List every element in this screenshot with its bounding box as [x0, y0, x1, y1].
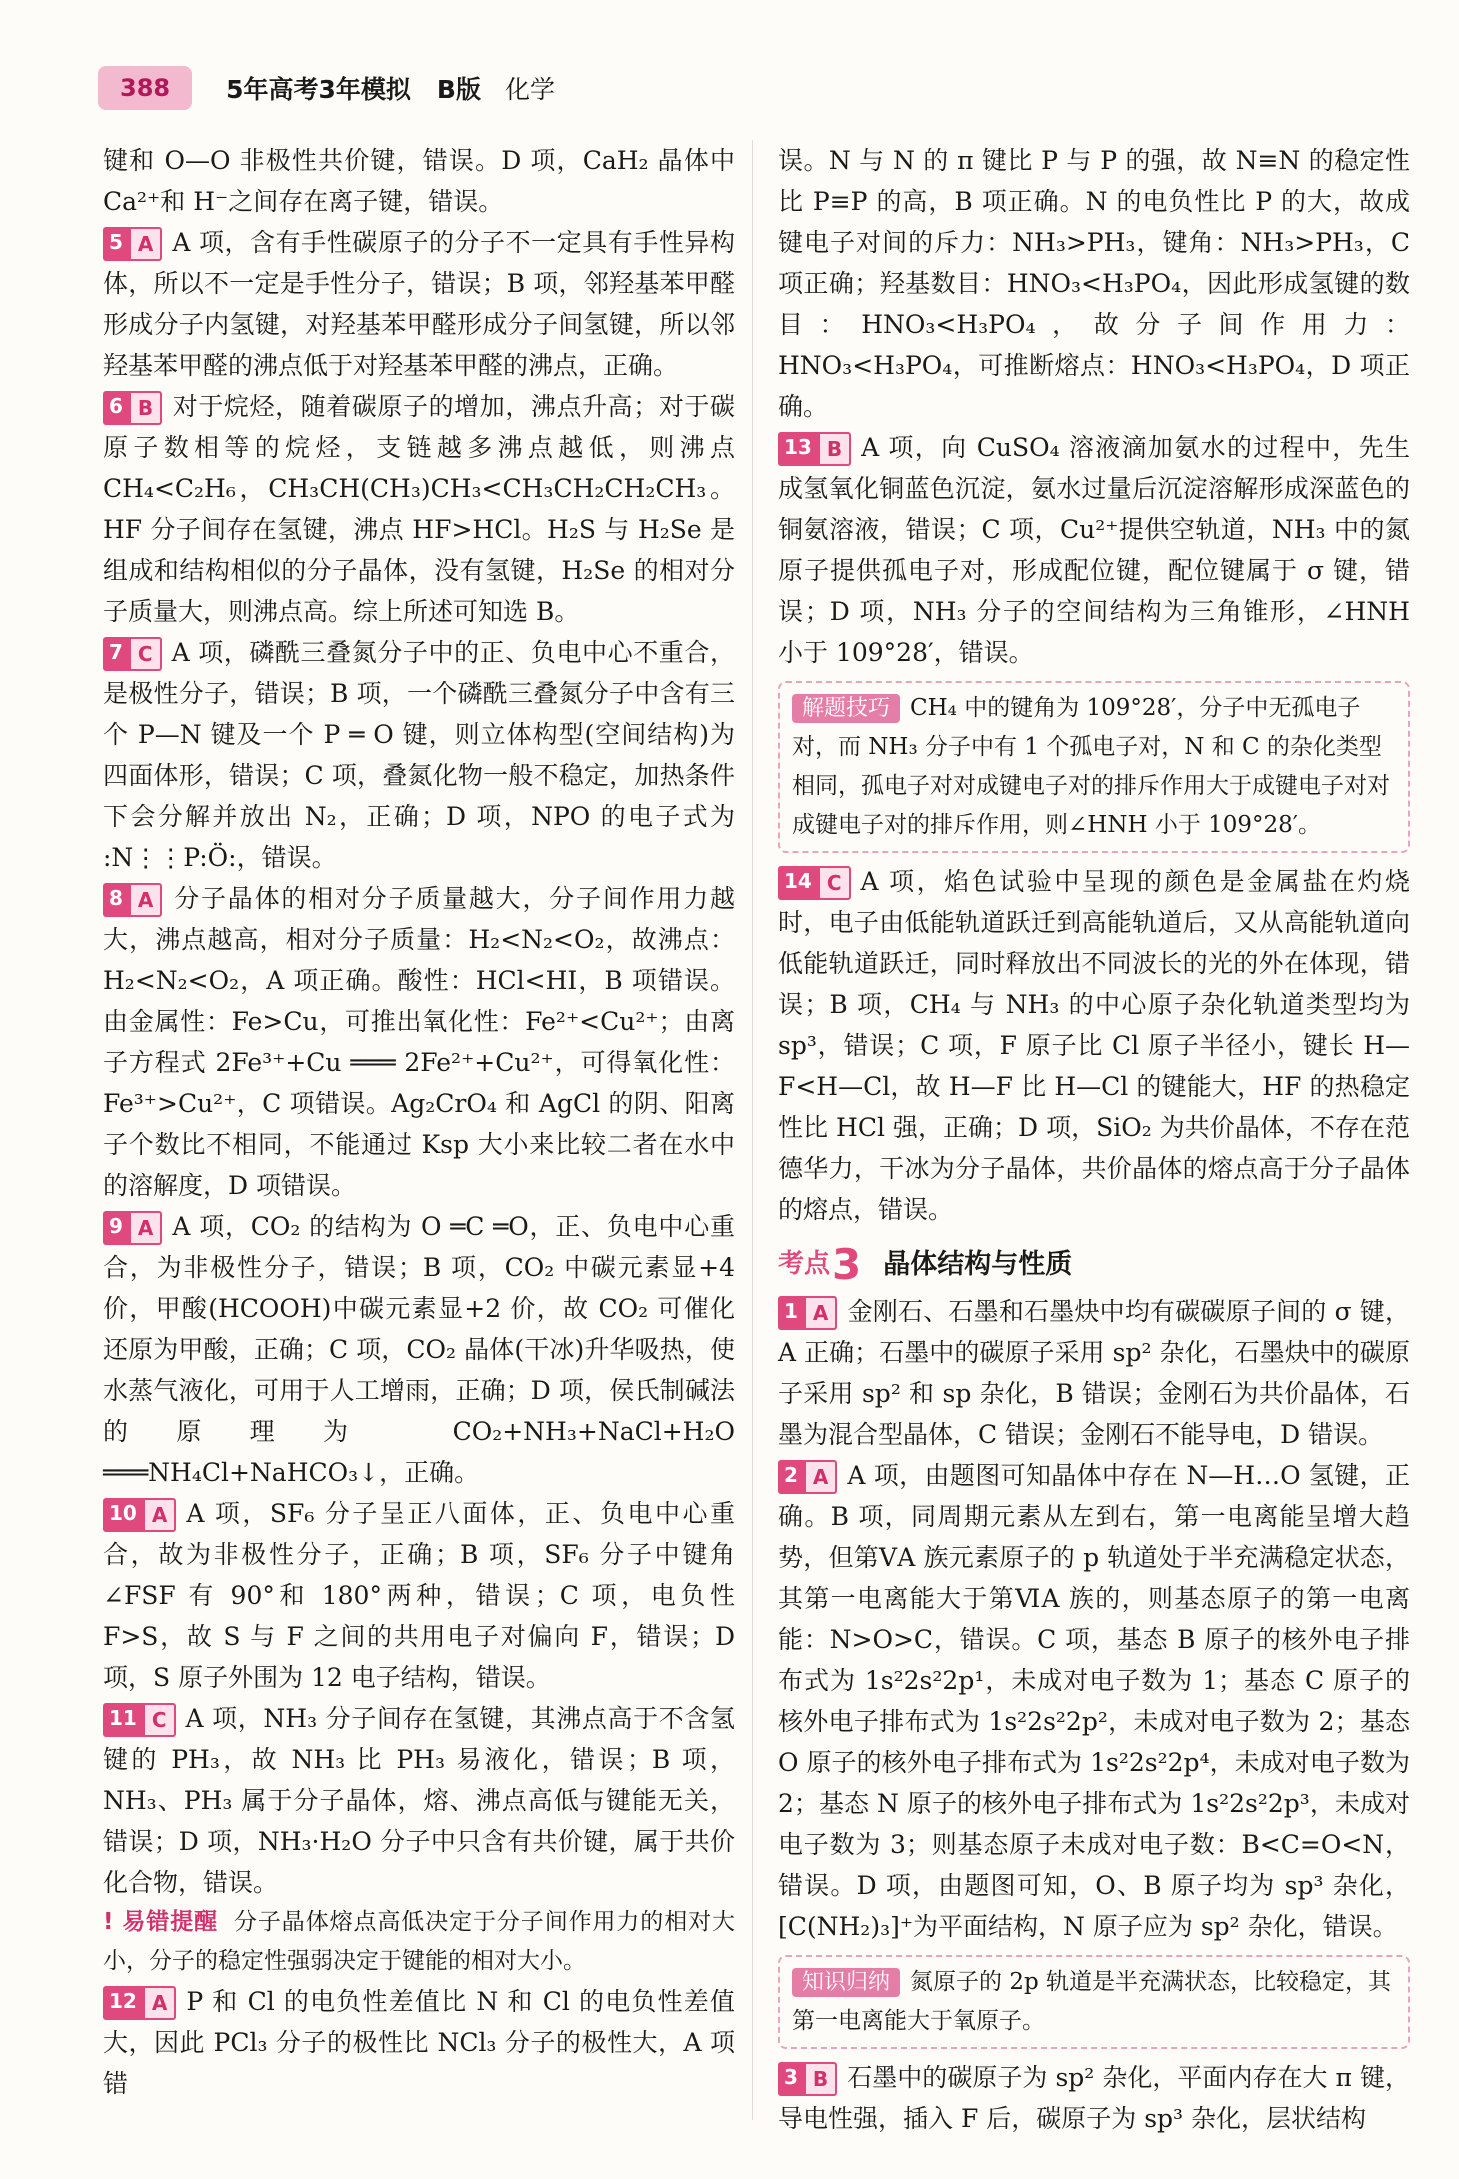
- answer-tag: 6 B: [103, 391, 162, 425]
- answer-item: [103, 1206, 735, 1493]
- tip-text: CH₄ 中的键角为 109°28′，分子中无孤电子对，而 NH₃ 分子中有 1 个孤电子对，N 和 C 的杂化类型相同，孤电子对对成键电子对的排斥作用大于成键电子对对成键电子对的排斥作用，则∠HNH 小于 109°28′。: [792, 695, 1390, 838]
- book-title: 5年高考3年模拟: [226, 75, 411, 104]
- warning-label: ! 易错提醒: [103, 1909, 218, 1935]
- section-kd-label: 考点: [778, 1249, 831, 1279]
- left-column: [103, 140, 735, 2104]
- answer-tag: 13 B: [778, 432, 851, 466]
- answer-text: A 项，SF₆ 分子呈正八面体，正、负电中心重合，故为非极性分子，正确；B 项，SF₆ 分子中键角∠FSF 有 90°和 180°两种，错误；C 项，电负性 F>S，故 S 与 F 之间的共用电子对偏向 F，错误；D 项，S 原子外围为 12 电子结构，错误。: [103, 1499, 735, 1692]
- page-number: 388: [98, 66, 192, 110]
- answer-tag: 8 A: [103, 883, 162, 917]
- answer-item: [778, 1291, 1410, 1455]
- tip-box: [778, 681, 1410, 853]
- answer-item: [103, 1493, 735, 1698]
- answer-tag: 11 C: [103, 1703, 176, 1737]
- intro-paragraph: 键和 O—O 非极性共价键，错误。D 项，CaH₂ 晶体中 Ca²⁺和 H⁻之间存在离子键，错误。: [103, 146, 735, 216]
- answer-item: [103, 632, 735, 878]
- answer-tag: 2 A: [778, 1460, 837, 1494]
- answer-tag: 3 B: [778, 2062, 837, 2096]
- answer-tag: 7 C: [103, 637, 162, 671]
- knowledge-box: [778, 1955, 1410, 2049]
- answer-item: [103, 1981, 735, 2104]
- answer-item: [103, 878, 735, 1206]
- answer-text: A 项，CO₂ 的结构为 O ═C ═O，正、负电中心重合，为非极性分子，错误；B 项，CO₂ 中碳元素显+4 价，甲酸(HCOOH)中碳元素显+2 价，故 CO₂ 可催化还原为甲酸，正确；C 项，CO₂ 晶体(干冰)升华吸热，使水蒸气液化，可用于人工增雨，正确；D 项，侯氏制碱法的原理为 CO₂+NH₃+NaCl+H₂O ═══NH₄Cl+NaHCO₃↓，正确。: [103, 1212, 735, 1487]
- tip-label: 知识归纳: [792, 1968, 900, 1997]
- subject-label: 化学: [504, 75, 555, 104]
- edition-label: B版: [436, 75, 481, 104]
- answer-text: P 和 Cl 的电负性差值比 N 和 Cl 的电负性差值大，因此 PCl₃ 分子的极性比 NCl₃ 分子的极性大，A 项错: [103, 1987, 735, 2098]
- right-column: [778, 140, 1410, 2139]
- warning-text: 分子晶体熔点高低决定于分子间作用力的相对大小，分子的稳定性强弱决定于键能的相对大小。: [103, 1909, 736, 1974]
- answer-text: 石墨中的碳原子为 sp² 杂化，平面内存在大 π 键，导电性强，插入 F 后，碳原子为 sp³ 杂化，层状结构: [778, 2063, 1410, 2133]
- section-title: 晶体结构与性质: [883, 1249, 1073, 1280]
- answer-item: [103, 222, 735, 386]
- answer-item: [778, 2057, 1410, 2139]
- answer-tag: 12 A: [103, 1986, 176, 2020]
- answer-tag: 14 C: [778, 866, 851, 900]
- tip-label: 解题技巧: [792, 694, 900, 723]
- warning-note: [103, 1903, 735, 1981]
- answer-tag: 10 A: [103, 1498, 176, 1532]
- answer-text: A 项，磷酰三叠氮分子中的正、负电中心不重合，是极性分子，错误；B 项，一个磷酰三叠氮分子中含有三个 P—N 键及一个 P ═ O 键，则立体构型(空间结构)为四面体形，错误；C 项，叠氮化物一般不稳定，加热条件下会分解并放出 N₂，正确；D 项，NPO 的电子式为 :N⋮⋮P:Ö:，错误。: [103, 638, 735, 872]
- answer-item: [103, 1698, 735, 1903]
- answer-text: A 项，NH₃ 分子间存在氢键，其沸点高于不含氢键的 PH₃，故 NH₃ 比 PH₃ 易液化，错误；B 项，NH₃、PH₃ 属于分子晶体，熔、沸点高低与键能无关，错误；D 项，NH₃·H₂O 分子中只含有共价键，属于共价化合物，错误。: [103, 1704, 735, 1897]
- answer-item: [778, 1455, 1410, 1947]
- answer-item: [103, 386, 735, 632]
- answer-text: 对于烷烃，随着碳原子的增加，沸点升高；对于碳原子数相等的烷烃，支链越多沸点越低，则沸点 CH₄<C₂H₆，CH₃CH(CH₃)CH₃<CH₃CH₂CH₂CH₃。HF 分子间存在氢键，沸点 HF>HCl。H₂S 与 H₂Se 是组成和结构相似的分子晶体，没有氢键，H₂Se 的相对分子质量大，则沸点高。综上所述可知选 B。: [103, 392, 735, 626]
- answer-text: A 项，由题图可知晶体中存在 N—H…O 氢键，正确。B 项，同周期元素从左到右，第一电离能呈增大趋势，但第ⅤA 族元素原子的 p 轨道处于半充满稳定状态，其第一电离能大于第ⅥA 族的，则基态原子的第一电离能：N>O>C，错误。C 项，基态 B 原子的核外电子排布式为 1s²2s²2p¹，未成对电子数为 1；基态 C 原子的核外电子排布式为 1s²2s²2p²，未成对电子数为 2；基态 O 原子的核外电子排布式为 1s²2s²2p⁴，未成对电子数为 2；基态 N 原子的核外电子排布式为 1s²2s²2p³，未成对电子数为 3；则基态原子未成对电子数：B<C=O<N，错误。D 项，由题图可知，O、B 原子均为 sp³ 杂化，[C(NH₂)₃]⁺为平面结构，N 原子应为 sp² 杂化，错误。: [778, 1461, 1410, 1941]
- answer-text: 金刚石、石墨和石墨炔中均有碳碳原子间的 σ 键，A 正确；石墨中的碳原子采用 sp² 杂化，石墨炔中的碳原子采用 sp² 和 sp 杂化，B 错误；金刚石为共价晶体，石墨为混合型晶体，C 错误；金刚石不能导电，D 错误。: [778, 1297, 1410, 1449]
- section-number: 3: [832, 1240, 862, 1289]
- answer-text: A 项，含有手性碳原子的分子不一定具有手性异构体，所以不一定是手性分子，错误；B 项，邻羟基苯甲醛形成分子内氢键，对羟基苯甲醛形成分子间氢键，所以邻羟基苯甲醛的沸点低于对羟基苯甲醛的沸点，正确。: [103, 228, 735, 380]
- answer-tag: 9 A: [103, 1211, 162, 1245]
- answer-tag: 1 A: [778, 1296, 837, 1330]
- section-heading: [778, 1240, 1410, 1289]
- tip-text: 氮原子的 2p 轨道是半充满状态，比较稳定，其第一电离能大于氧原子。: [792, 1969, 1391, 2034]
- answer-text: A 项，向 CuSO₄ 溶液滴加氨水的过程中，先生成氢氧化铜蓝色沉淀，氨水过量后沉淀溶解形成深蓝色的铜氨溶液，错误；C 项，Cu²⁺提供空轨道，NH₃ 中的氮原子提供孤电子对，形成配位键，配位键属于 σ 键，错误；D 项，NH₃ 分子的空间结构为三角锥形，∠HNH 小于 109°28′，错误。: [778, 433, 1410, 667]
- continued-paragraph: 误。N 与 N 的 π 键比 P 与 P 的强，故 N≡N 的稳定性比 P≡P 的高，B 项正确。N 的电负性比 P 的大，故成键电子对间的斥力：NH₃>PH₃，键角：NH₃>PH₃，C 项正确；羟基数目：HNO₃<H₃PO₄，因此形成氢键的数目：HNO₃<H₃PO₄，故分子间作用力：HNO₃<H₃PO₄，可推断熔点：HNO₃<H₃PO₄，D 项正确。: [778, 146, 1410, 421]
- answer-text: 分子晶体的相对分子质量越大，分子间作用力越大，沸点越高，相对分子质量：H₂<N₂<O₂，故沸点：H₂<N₂<O₂，A 项正确。酸性：HCl<HI，B 项错误。由金属性：Fe>Cu，可推出氧化性：Fe²⁺<Cu²⁺；由离子方程式 2Fe³⁺+Cu ═══ 2Fe²⁺+Cu²⁺，可得氧化性：Fe³⁺>Cu²⁺，C 项错误。Ag₂CrO₄ 和 AgCl 的阴、阳离子个数比不相同，不能通过 Ksp 大小来比较二者在水中的溶解度，D 项错误。: [103, 884, 735, 1200]
- page-header: [98, 58, 1398, 118]
- answer-item: [778, 861, 1410, 1230]
- column-divider: [752, 140, 753, 2120]
- answer-item: [778, 427, 1410, 673]
- answer-text: A 项，焰色试验中呈现的颜色是金属盐在灼烧时，电子由低能轨道跃迁到高能轨道后，又从高能轨道向低能轨道跃迁，同时释放出不同波长的光的外在体现，错误；B 项，CH₄ 与 NH₃ 的中心原子杂化轨道类型均为 sp³，错误；C 项，F 原子比 Cl 原子半径小，键长 H—F<H—Cl，故 H—F 比 H—Cl 的键能大，HF 的热稳定性比 HCl 强，正确；D 项，SiO₂ 为共价晶体，不存在范德华力，干冰为分子晶体，共价晶体的熔点高于分子晶体的熔点，错误。: [778, 867, 1410, 1224]
- answer-tag: 5 A: [103, 227, 162, 261]
